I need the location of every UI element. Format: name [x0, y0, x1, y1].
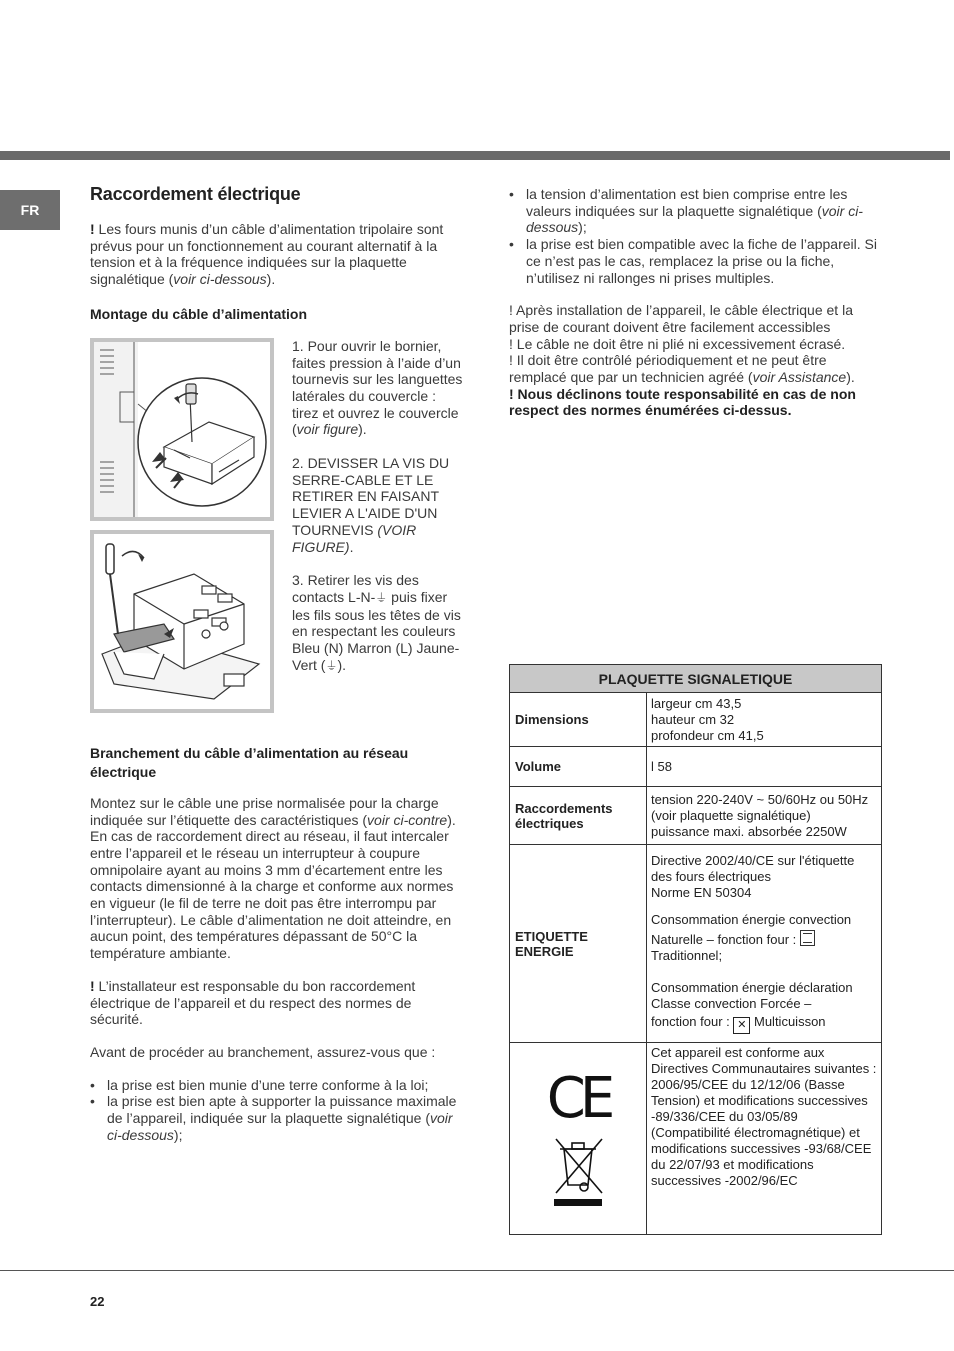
intro-paragraph: ! Les fours munis d’un câble d’alimentation tripolaire sont prévus pour un fonctionnement au courant alternatif à la tension et à la fréquence indiquées sur la plaquette signalétique (voir ci-dessous).: [90, 221, 444, 288]
steps-list: [292, 338, 464, 692]
cable-clamp-figure: [90, 530, 274, 713]
page-title: Raccordement électrique: [90, 184, 301, 204]
montage-heading: Montage du câble d’alimentation: [90, 305, 308, 322]
step-3: 3. Retirer les vis des contacts L-N-⏚ puis fixer les fils sous les têtes de vis en respectant les couleurs Bleu (N) Marron (L) Jaune-Vert (⏚).: [292, 572, 461, 673]
language-label: FR: [20, 202, 40, 218]
table-row: [510, 1043, 882, 1235]
volume-value: l 58: [647, 747, 882, 787]
rating-plate-header: PLAQUETTE SIGNALETIQUE: [510, 665, 882, 693]
electrical-label: Raccordements électriques: [510, 787, 647, 845]
terminal-cover-illustration: [94, 342, 270, 517]
fan-oven-icon: ✕: [733, 1017, 750, 1034]
list-item: • la tension d’alimentation est bien comprise entre les valeurs indiquées sur la plaquette signalétique (voir ci-dessous);: [509, 186, 881, 236]
warning-accessible: ! Après installation de l’appareil, le câble électrique et la prise de courant doivent être facilement accessibles: [509, 302, 853, 335]
branch-paragraph-1: Montez sur le câble une prise normalisée pour la charge indiquée sur l’étiquette des caractéristiques (voir ci-contre).: [90, 794, 456, 828]
electrical-value: tension 220-240V ~ 50/60Hz ou 50Hz (voir plaquette signalétique) puissance maxi. absorbée 2250W: [647, 787, 882, 845]
earth-icon: ⏚: [375, 590, 388, 605]
oven-top-bottom-heat-icon: [800, 930, 815, 946]
step-2: 2. DEVISSER LA VIS DU SERRE-CABLE ET LE RETIRER EN FAISANT LEVIER A L'AIDE D'UN TOURNEVIS (VOIR FIGURE).: [292, 455, 450, 555]
energy-label: ETIQUETTE ENERGIE: [510, 845, 647, 1043]
list-item: • la prise est bien compatible avec la fiche de l’appareil. Si ce n’est pas le cas, remplacez la prise ou la fiche, n’utilisez ni rallonges ni prises multiples.: [509, 236, 881, 286]
checklist-right: [509, 186, 881, 286]
table-row: [510, 787, 882, 845]
ce-mark-icon: CE: [546, 1065, 610, 1131]
branch-paragraph-3: ! L’installateur est responsable du bon raccordement électrique de l’appareil et du respect des normes de sécurité.: [90, 977, 416, 1028]
branchement-heading: Branchement du câble d’alimentation au réseau électrique: [90, 744, 409, 780]
cable-clamp-illustration: [94, 534, 270, 709]
dimensions-label: Dimensions: [510, 693, 647, 747]
left-column: [90, 184, 462, 1143]
checklist-left: [90, 1077, 462, 1144]
table-row: [510, 693, 882, 747]
figures-block: [90, 338, 462, 718]
table-row: [510, 845, 882, 1043]
bottom-rule: [0, 1270, 954, 1271]
compliance-text: Cet appareil est conforme aux Directives Communautaires suivantes : 2006/95/CEE du 12/12/06 (Basse Tension) et modifications successives -89/336/CEE du 03/05/89 (Compatibilité électromagnétique) et modifications successives -93/68/CEE du 22/07/93 et modifications successives -2002/96/EC: [647, 1043, 882, 1235]
compliance-marks-cell: [510, 1043, 647, 1235]
warning-check: ! Il doit être contrôlé périodiquement et ne peut être remplacé que par un technicien agréé (voir Assistance).: [509, 352, 855, 386]
warning-liability: ! Nous déclinons toute responsabilité en cas de non respect des normes énumérées ci-dessus.: [509, 385, 856, 419]
top-bar: [0, 151, 950, 160]
table-row: [510, 747, 882, 787]
right-column: [509, 186, 881, 419]
page-number: 22: [90, 1294, 105, 1309]
step-1: 1. Pour ouvrir le bornier, faites pression à l’aide d’un tournevis sur les languettes latérales du couvercle : tirez et ouvrez le couvercle (voir figure).: [292, 337, 463, 438]
energy-value: Directive 2002/40/CE sur l'étiquette des fours électriques Norme EN 50304 Consommation énergie convection Naturelle – fonction four : Traditionnel; Consommation énergie déclaration Classe convection Forcée – fonction four : ✕ Multicuisson: [647, 845, 882, 1043]
rating-plate-table: [509, 664, 882, 1235]
list-item: • la prise est bien apte à supporter la puissance maximale de l’appareil, indiquée sur la plaquette signalétique (voir ci-dessous);: [90, 1093, 462, 1143]
terminal-cover-figure: [90, 338, 274, 521]
oven-bottom-heat-icon: [801, 931, 814, 945]
branch-paragraph-4: Avant de procéder au branchement, assurez-vous que :: [90, 1043, 436, 1060]
language-tab: [0, 190, 60, 230]
earth-icon: ⏚: [325, 658, 338, 673]
list-item: • la prise est bien munie d’une terre conforme à la loi;: [90, 1077, 462, 1094]
branch-paragraph-2: En cas de raccordement direct au réseau, il faut intercaler entre l’appareil et le réseau un interrupteur à coupure omnipolaire ayant au moins 3 mm d’écartement entre les contacts dimensionné à la charge et conforme aux normes en vigueur (le fil de terre ne doit pas être interrompu par l’interrupteur). Le câble d’alimentation ne doit atteindre, en aucun point, des températures dépassant de 50°C la température ambiante.: [90, 828, 454, 962]
weee-bin-icon: [548, 1135, 608, 1207]
volume-label: Volume: [510, 747, 647, 787]
dimensions-value: largeur cm 43,5 hauteur cm 32 profondeur cm 41,5: [647, 693, 882, 747]
warning-bent: ! Le câble ne doit être ni plié ni excessivement écrasé.: [509, 335, 846, 352]
